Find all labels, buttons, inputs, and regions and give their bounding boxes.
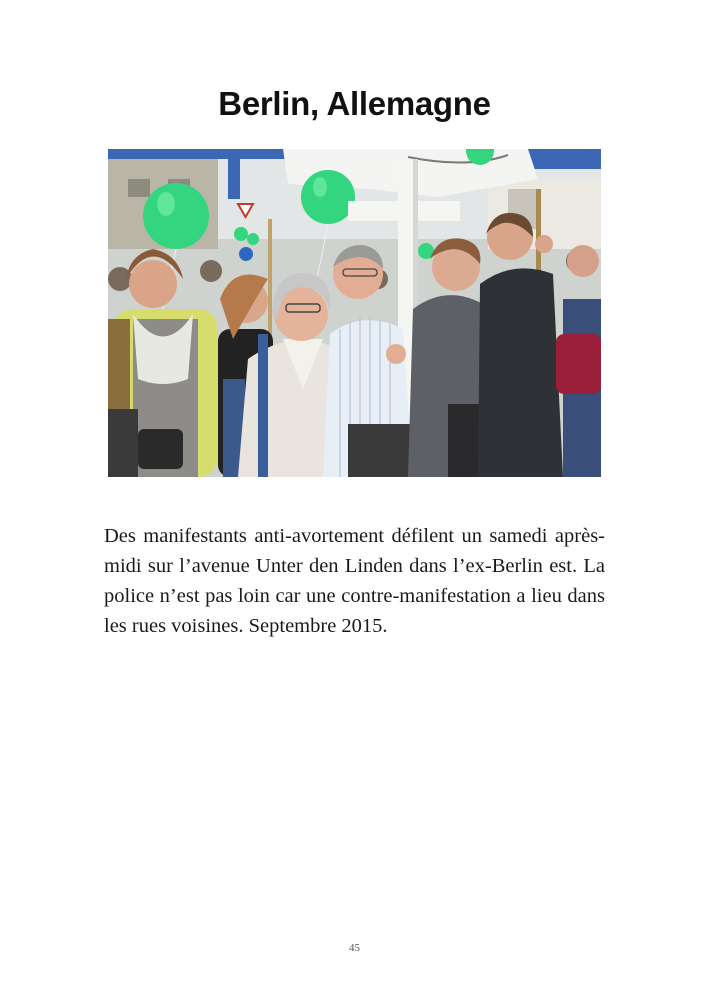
photo-caption: Des manifestants anti-avortement défilent un samedi après-midi sur l’avenue Unter den Linden dans l’ex-Berlin est. La police n’est pas loin car une contre-manifestation a lieu dans les rues voisines. Septembre 2015. xyxy=(104,525,605,637)
green-balloon xyxy=(143,183,209,249)
page-number: 45 xyxy=(349,942,360,954)
green-balloon xyxy=(301,170,355,224)
protest-photo xyxy=(108,149,601,477)
photo-illustration xyxy=(108,149,601,477)
page-title: Berlin, Allemagne xyxy=(218,85,491,122)
